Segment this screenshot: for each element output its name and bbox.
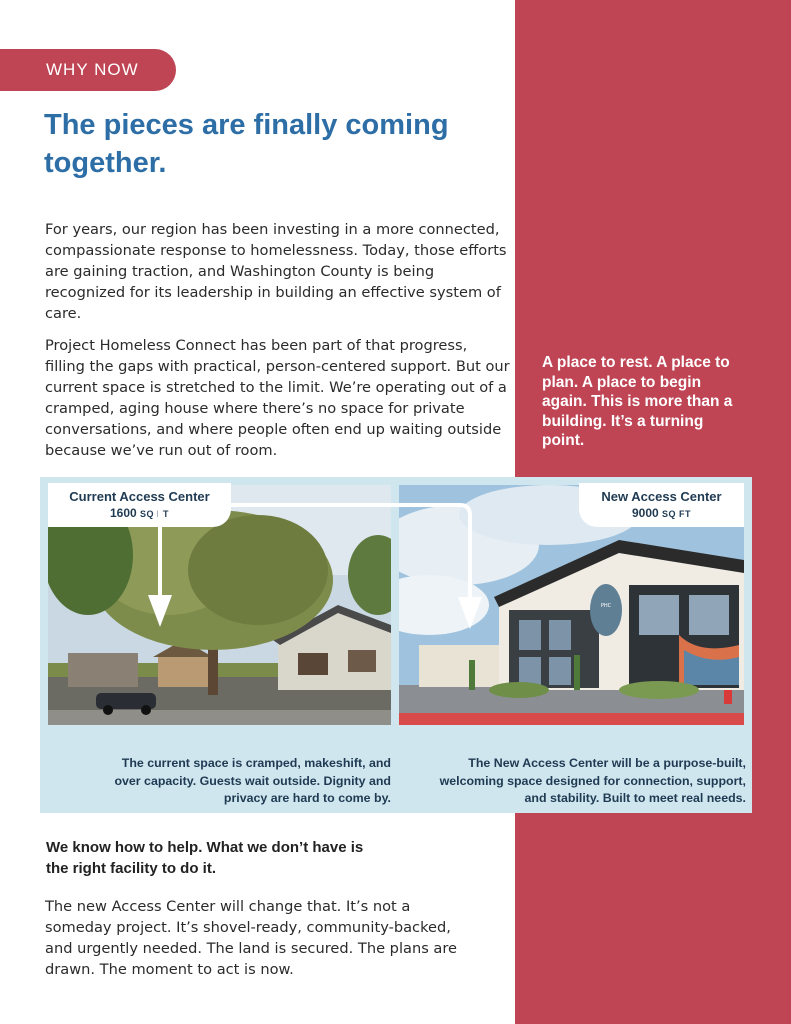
current-center-label bbox=[48, 483, 231, 527]
building-sign-text: PHC bbox=[600, 603, 612, 609]
pull-quote: A place to rest. A place to plan. A place to begin again. This is more than a building. It’s a turning point. bbox=[542, 354, 733, 449]
closing-paragraph: The new Access Center will change that. It’s not a someday project. It’s shovel-ready, community-backed, and urgently needed. The land is secured. The plans are drawn. The moment to act is now. bbox=[45, 898, 458, 978]
new-size-value: 9000 bbox=[631, 506, 659, 520]
progress-paragraph: Project Homeless Connect has been part of that progress, filling the gaps with practical, person-centered support. But our current space is stretched to the limit. We’re operating out of a cramped, aging house where there’s no space for private conversations, and where people often end up waiting outside because we’ve run out of room. bbox=[45, 337, 510, 459]
current-center-size bbox=[58, 505, 221, 522]
current-size-unit: SQ FT bbox=[140, 509, 170, 519]
new-center-label bbox=[579, 483, 744, 527]
new-center-title: New Access Center bbox=[601, 489, 722, 504]
intro-paragraph: For years, our region has been investing in a more connected, compassionate response to homelessness. Today, those efforts are gaining traction, and Washington County is being recognized for its leadership in building an effective system of care. bbox=[45, 221, 507, 322]
comparison-panel bbox=[40, 477, 752, 813]
new-center-caption: The New Access Center will be a purpose-built, welcoming space designed for connection, support, and stability. Built to meet real needs. bbox=[439, 756, 746, 805]
section-tag: WHY NOW bbox=[0, 49, 176, 91]
current-center-caption: The current space is cramped, makeshift, and over capacity. Guests wait outside. Dignity and privacy are hard to come by. bbox=[114, 756, 391, 805]
current-size-value: 1600 bbox=[109, 506, 137, 520]
subheading: We know how to help. What we don’t have is the right facility to do it. bbox=[46, 839, 364, 877]
new-center-size bbox=[589, 505, 734, 522]
page-headline: The pieces are finally coming together. bbox=[44, 109, 449, 179]
current-center-title: Current Access Center bbox=[69, 489, 210, 504]
new-size-unit: SQ FT bbox=[662, 509, 692, 519]
